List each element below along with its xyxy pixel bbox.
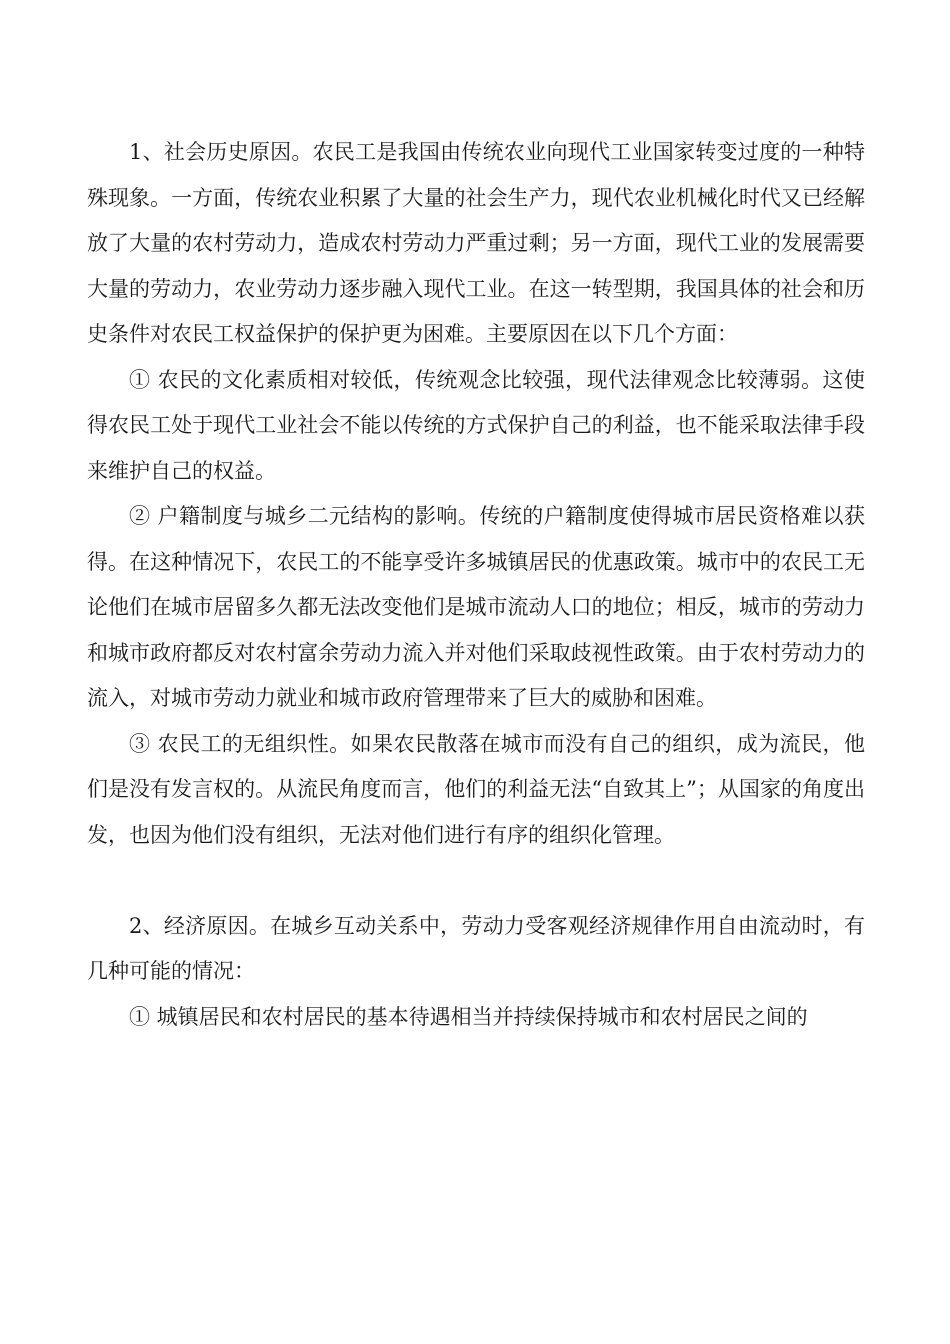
section2-point-1: ① 城镇居民和农村居民的基本待遇相当并持续保持城市和农村居民之间的 bbox=[129, 1004, 808, 1029]
section1-point-3: ③ 农民工的无组织性。如果农民散落在城市而没有自己的组织，成为流民，他们是没有发言权的。从流民角度而言，他们的利益无法“自致其上”；从国家的角度出发，也因为他们没有组织，无法对他们进行有序的组织化管理。 bbox=[87, 731, 865, 847]
section1-point-1: ① 农民的文化素质相对较低，传统观念比较强，现代法律观念比较薄弱。这使得农民工处于现代工业社会不能以传统的方式保护自己的利益，也不能采取法律手段来维护自己的权益。 bbox=[87, 367, 865, 483]
document-body bbox=[87, 130, 865, 1040]
section1-paragraph: 1、社会历史原因。农民工是我国由传统农业向现代工业国家转变过度的一种特殊现象。一方面，传统农业积累了大量的社会生产力，现代农业机械化时代又已经解放了大量的农村劳动力，造成农村劳动力严重过剩；另一方面，现代工业的发展需要大量的劳动力，农业劳动力逐步融入现代工业。在这一转型期，我国具体的社会和历史条件对农民工权益保护的保护更为困难。主要原因在以下几个方面： bbox=[87, 140, 865, 346]
section2-paragraph: 2、经济原因。在城乡互动关系中，劳动力受客观经济规律作用自由流动时，有几种可能的情况： bbox=[87, 913, 865, 983]
section-spacer bbox=[87, 858, 865, 904]
section1-point-2: ② 户籍制度与城乡二元结构的影响。传统的户籍制度使得城市居民资格难以获得。在这种情况下，农民工的不能享受许多城镇居民的优惠政策。城市中的农民工无论他们在城市居留多久都无法改变他们是城市流动人口的地位；相反，城市的劳动力和城市政府都反对农村富余劳动力流入并对他们采取歧视性政策。由于农村劳动力的流入，对城市劳动力就业和城市政府管理带来了巨大的威胁和困难。 bbox=[87, 504, 865, 710]
